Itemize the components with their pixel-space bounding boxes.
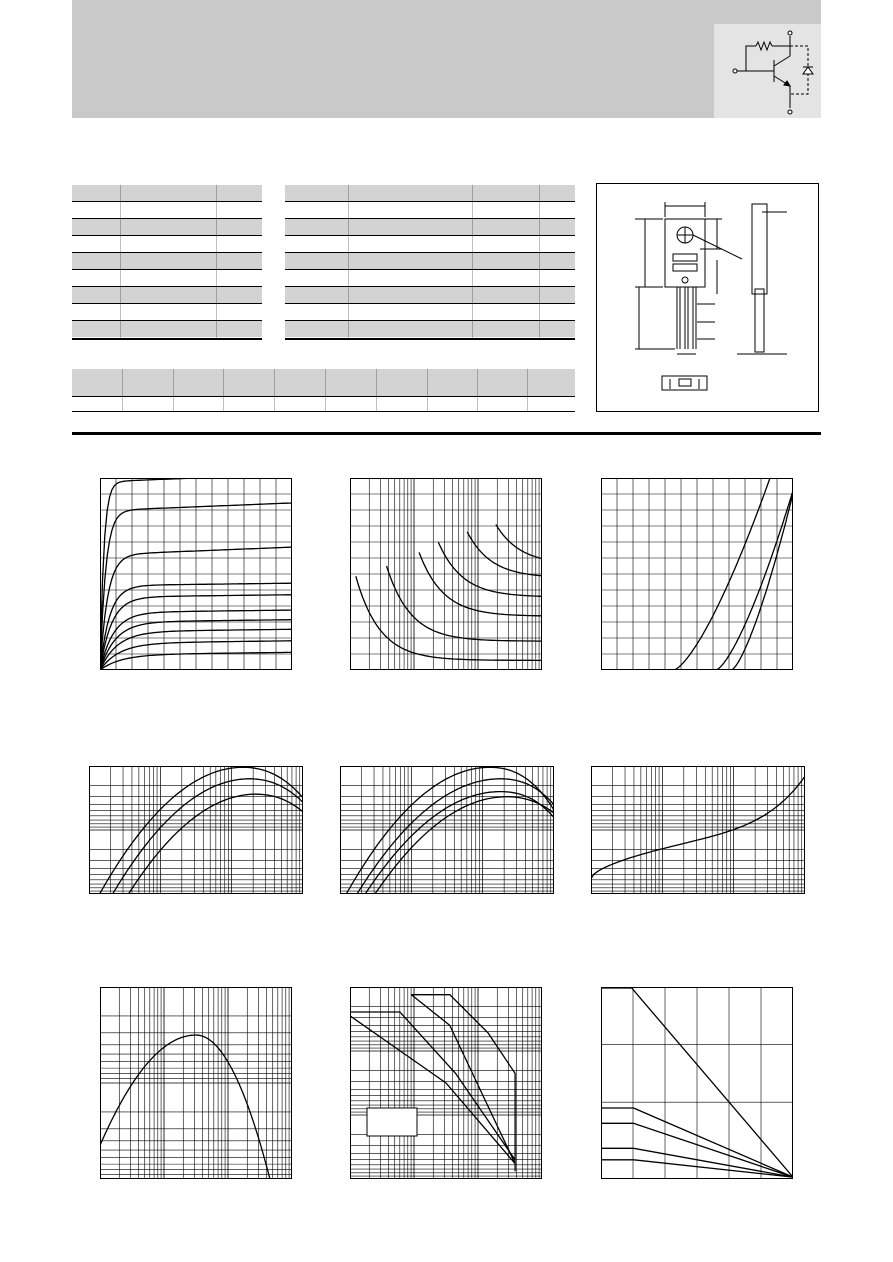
chart-3-plot (601, 478, 793, 670)
chart-9-plot (601, 987, 793, 1179)
series-line (356, 576, 542, 660)
chart-2 (350, 478, 542, 670)
chart-6 (591, 766, 805, 894)
chart-7-plot (100, 987, 292, 1179)
section-divider (72, 432, 821, 435)
chart-4-plot (89, 766, 303, 894)
chart-8 (350, 987, 542, 1179)
series-line (467, 532, 542, 576)
chart-6-plot (591, 766, 805, 894)
legend-box (367, 1108, 417, 1136)
package-drawing (597, 184, 820, 413)
transistor-symbol-panel (714, 24, 821, 118)
chart-9 (601, 987, 793, 1179)
chart-2-plot (350, 478, 542, 670)
series-line (350, 1012, 515, 1160)
series-line (100, 1035, 292, 1179)
chart-5-plot (340, 766, 554, 894)
series-line (591, 776, 805, 878)
header-band (72, 0, 821, 118)
chart-5 (340, 766, 554, 894)
chart-7 (100, 987, 292, 1179)
chart-1-plot (100, 478, 292, 670)
series-line (340, 779, 554, 894)
series-line (419, 552, 542, 616)
package-outline-panel (596, 183, 819, 412)
series-line (496, 525, 542, 559)
chart-8-plot (350, 987, 542, 1179)
series-line (340, 797, 554, 894)
chart-4 (89, 766, 303, 894)
npn-transistor-with-diode-icon (714, 24, 821, 118)
chart-3 (601, 478, 793, 670)
chart-1 (100, 478, 292, 670)
series-line (340, 792, 554, 894)
series-line (438, 542, 542, 596)
series-line (387, 566, 543, 641)
